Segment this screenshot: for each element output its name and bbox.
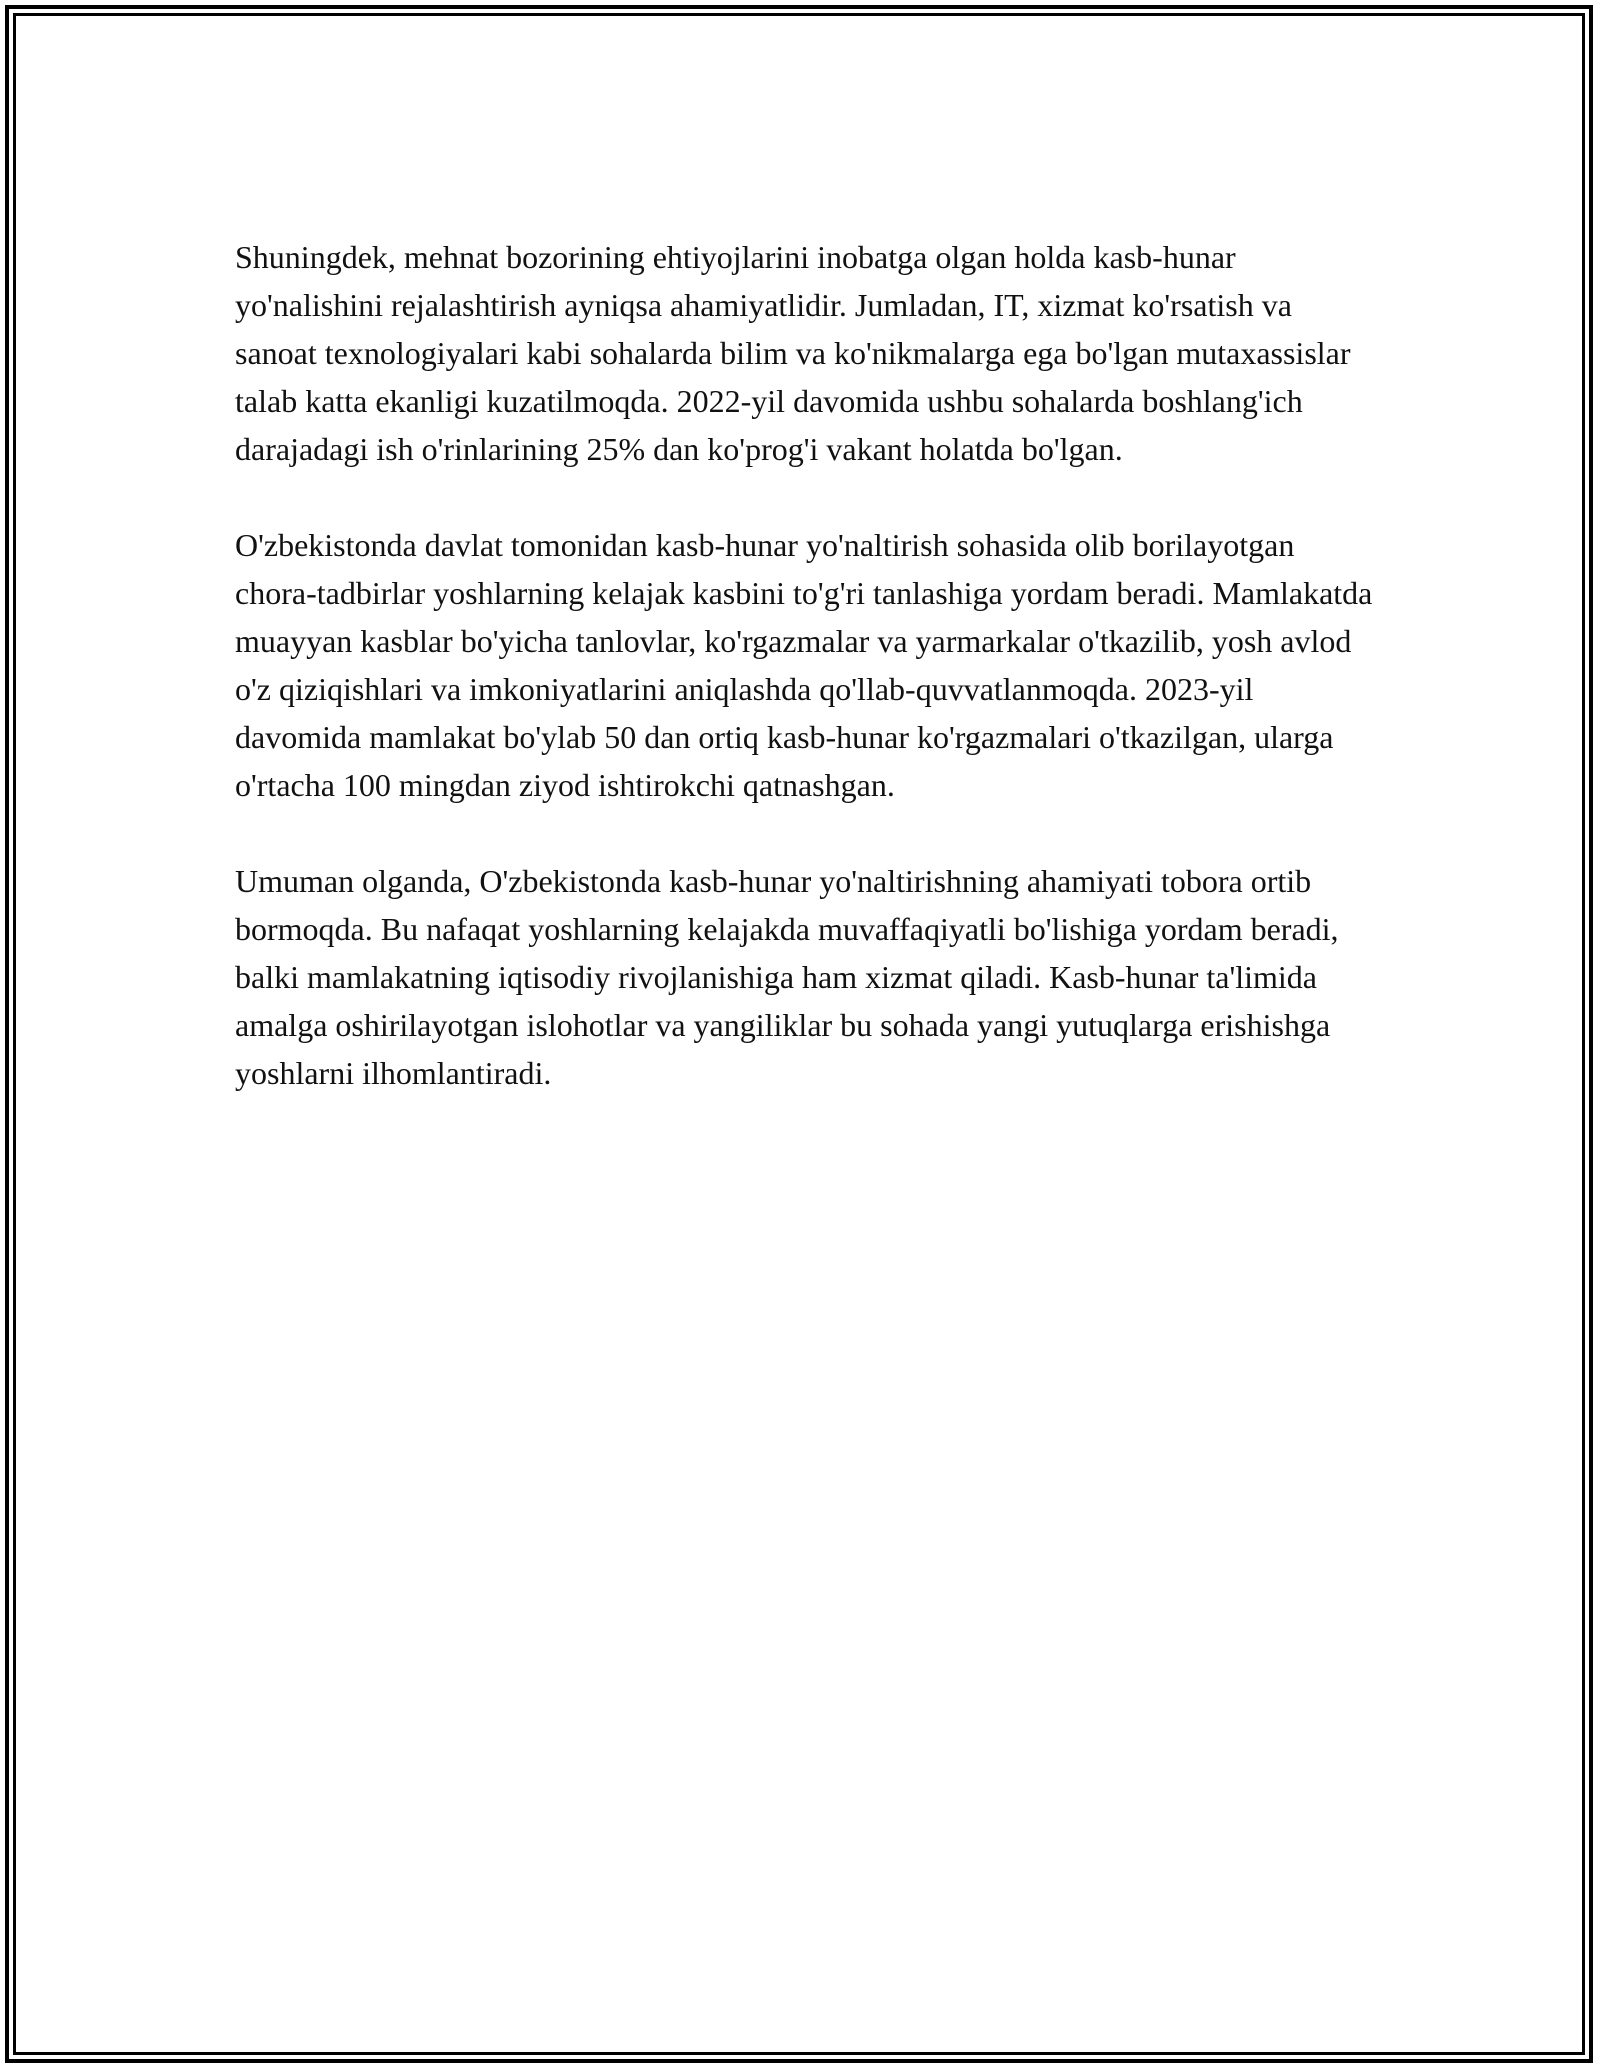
paragraph-labor-market: Shuningdek, mehnat bozorining ehtiyojlarini inobatga olgan holda kasb-hunar yo'nalishini rejalashtirish ayniqsa ahamiyatlidir. Jumladan, IT, xizmat ko'rsatish va sanoat texnologiyalari kabi sohalarda bilim va ko'nikmalarga ega bo'lgan mutaxassislar talab katta ekanligi kuzatilmoqda. 2022-yil davomida ushbu sohalarda boshlang'ich darajadagi ish o'rinlarining 25% dan ko'prog'i vakant holatda bo'lgan.: [235, 239, 1351, 467]
paragraph-state-measures: O'zbekistonda davlat tomonidan kasb-hunar yo'naltirish sohasida olib borilayotgan chora-tadbirlar yoshlarning kelajak kasbini to'g'ri tanlashiga yordam beradi. Mamlakatda muayyan kasblar bo'yicha tanlovlar, ko'rgazmalar va yarmarkalar o'tkazilib, yosh avlod o'z qiziqishlari va imkoniyatlarini aniqlashda qo'llab-quvvatlanmoqda. 2023-yil davomida mamlakat bo'ylab 50 dan ortiq kasb-hunar ko'rgazmalari o'tkazilgan, ularga o'rtacha 100 mingdan ziyod ishtirokchi qatnashgan.: [235, 527, 1373, 803]
paragraph-conclusion: Umuman olganda, O'zbekistonda kasb-hunar yo'naltirishning ahamiyati tobora ortib bormoqda. Bu nafaqat yoshlarning kelajakda muvaffaqiyatli bo'lishiga yordam beradi, balki mamlakatning iqtisodiy rivojlanishiga ham xizmat qiladi. Kasb-hunar ta'limida amalga oshirilayotgan islohotlar va yangiliklar bu sohada yangi yutuqlarga erishishga yoshlarni ilhomlantiradi.: [235, 863, 1339, 1091]
document-body: [235, 233, 1375, 1097]
